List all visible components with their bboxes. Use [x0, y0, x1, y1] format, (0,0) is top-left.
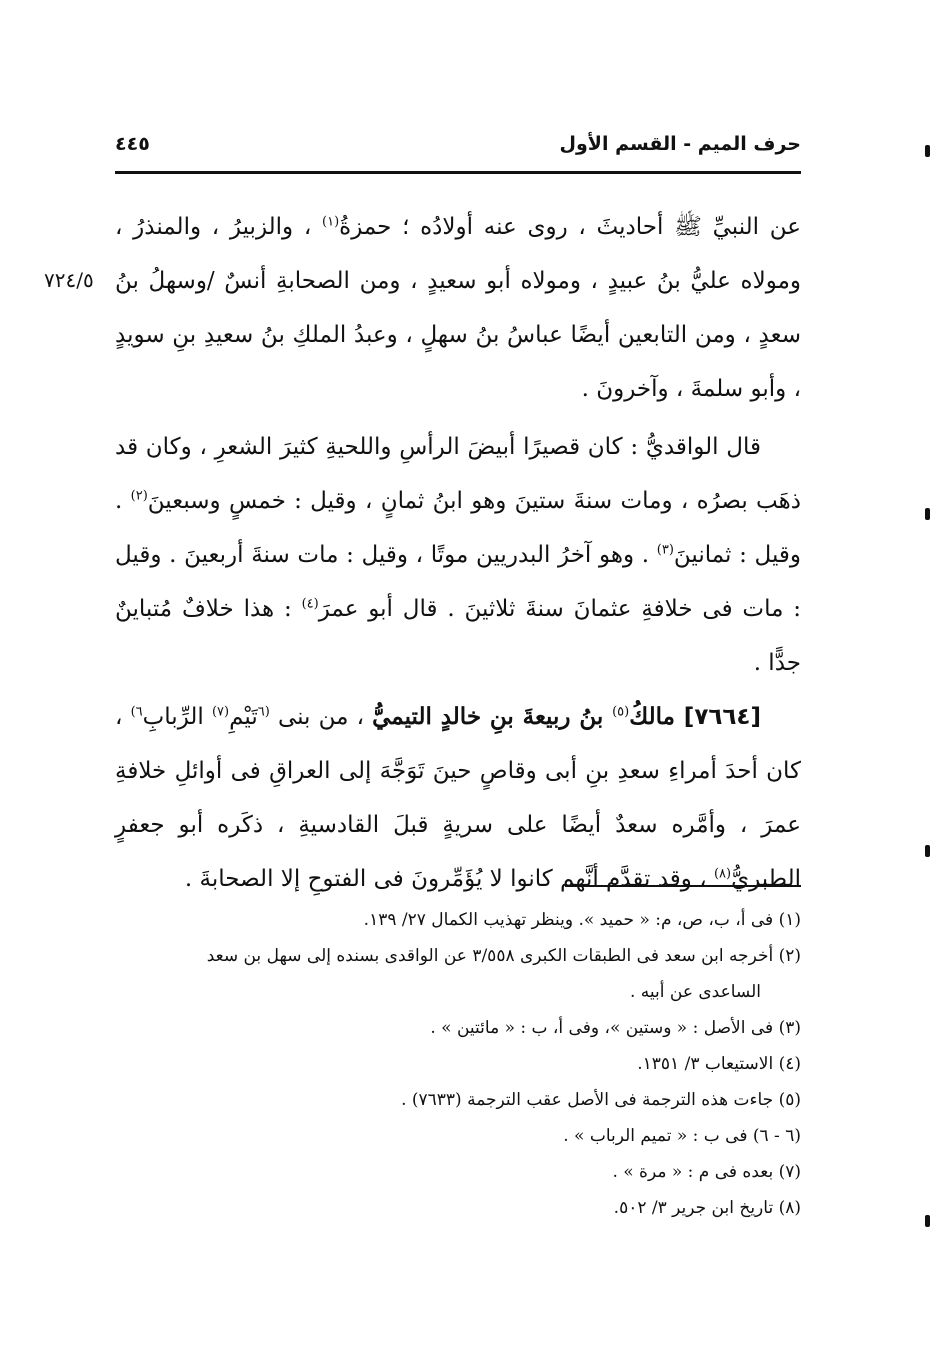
- footnote-rule: [565, 885, 801, 887]
- footnote-ref: (٧): [211, 704, 230, 720]
- footnote-7: (٧) بعده فى م : « مرة » .: [612, 1162, 801, 1182]
- footnote-2-continued: [115, 974, 801, 1010]
- footnote-1: (١) فى أ، ب، ص، م: « حميد ». وينظر تهذيب الكمال ٢٧/ ١٣٩.: [363, 910, 801, 930]
- paragraph-1: [115, 200, 801, 416]
- running-header: [115, 126, 801, 162]
- text-run: . وهو آخرُ البدريين موتًا ، وقيل : مات سنةَ أربعينَ . وقيل : مات فى خلافةِ عثمانَ سنةَ ثلاثينَ . قال أبو عمرَ: [115, 542, 801, 622]
- text-run: تَيْمِ: [229, 704, 258, 730]
- footnote-continuation: الساعدى عن أبيه .: [629, 982, 761, 1002]
- entry-name-lineage: بنُ ربيعةَ بنِ خالدٍ التيميُّ: [372, 703, 613, 730]
- entry-name: مالكُ: [629, 703, 684, 730]
- footnote-ref: (٣): [656, 542, 674, 558]
- footnote-4: (٤) الاستيعاب ٣/ ١٣٥١.: [637, 1054, 801, 1074]
- text-run: ، من بنى: [269, 704, 373, 730]
- footnote-8: (٨) تاريخ ابن جرير ٣/ ٥٠٢.: [613, 1198, 801, 1218]
- scan-edge-mark: [925, 508, 930, 520]
- text-run: : هذا خلافٌ مُتباينٌ جدًّا .: [115, 596, 801, 676]
- footnote-ref: (٦: [257, 704, 270, 720]
- footnote-3: (٣) فى الأصل : « وستين »، وفى أ، ب : « مائتين » .: [430, 1018, 801, 1038]
- entry-number: [٧٦٦٤]: [683, 704, 761, 730]
- footnote-ref: ٦): [130, 704, 143, 720]
- scan-edge-mark: [925, 1215, 930, 1227]
- running-title: حرف الميم - القسم الأول: [559, 133, 801, 155]
- text-run: عن النبيِّ ﷺ أحاديثَ ، روى عنه أولادُه ؛ حمزةُ: [339, 214, 801, 240]
- text-run: ، والزبيرُ ، والمنذرُ ،: [115, 214, 322, 240]
- footnote-2: (٢) أخرجه ابن سعد فى الطبقات الكبرى ٣/٥٥٨ عن الواقدى بسنده إلى سهل بن سعد: [206, 946, 801, 966]
- footnote-ref: (١): [322, 214, 340, 230]
- footnote-5: (٥) جاءت هذه الترجمة فى الأصل عقب الترجمة (٧٦٣٣) .: [401, 1090, 801, 1110]
- text-run: الرِّبابِ: [142, 704, 212, 730]
- text-run: ، وقد تقدَّم أنَّهم كانوا لا يُؤَمِّرونَ فى الفتوحِ إلا الصحابةَ .: [184, 866, 714, 892]
- header-rule: [115, 171, 801, 174]
- main-text: [115, 200, 801, 906]
- footnote-ref: (٢): [130, 488, 148, 504]
- scan-edge-mark: [925, 845, 930, 857]
- scan-edge-mark: [925, 145, 930, 157]
- page-number: ٤٤٥: [115, 133, 150, 155]
- footnote-ref: (٨): [713, 866, 732, 882]
- margin-volume-page-note: ٧٢٤/٥: [44, 268, 94, 292]
- text-run: . وقيل : ثمانينَ: [115, 488, 802, 568]
- footnote-ref: (٤): [301, 596, 319, 612]
- footnote-6: (٦ - ٦) فى ب : « تميم الرباب » .: [563, 1126, 801, 1146]
- footnote-ref: (٥): [612, 704, 630, 720]
- paragraph-2: [115, 420, 801, 690]
- footnotes: [115, 902, 801, 1226]
- text-run: قال الواقديُّ : كان قصيرًا أبيضَ الرأسِ واللحيةِ كثيرَ الشعرِ ، وكان قد ذهَب بصرُه ، ومات سنةَ ستينَ وهو ابنُ ثمانٍ ، وقيل : خمسٍ وسبعينَ: [115, 434, 802, 514]
- text-run: ، كان أحدَ أمراءِ سعدِ بنِ أبى وقاصٍ حينَ تَوَجَّهَ إلى العراقِ فى أوائلِ خلافةِ عمرَ ، وأمَّره سعدٌ أيضًا على سريةٍ قبلَ القادسيةِ ، ذكَره أبو جعفرٍ الطبريُّ: [115, 704, 801, 892]
- paragraph-3-entry: [115, 690, 801, 906]
- text-run: ومولاه عليُّ بنُ عبيدٍ ، ومولاه أبو سعيدٍ ، ومن الصحابةِ أنسٌ /وسهلُ بنُ سعدٍ ، ومن التابعين أيضًا عباسُ بنُ سهلٍ ، وعبدُ الملكِ بنُ سعيدِ بنِ سويدٍ ، وأبو سلمةَ ، وآخرونَ .: [115, 268, 801, 402]
